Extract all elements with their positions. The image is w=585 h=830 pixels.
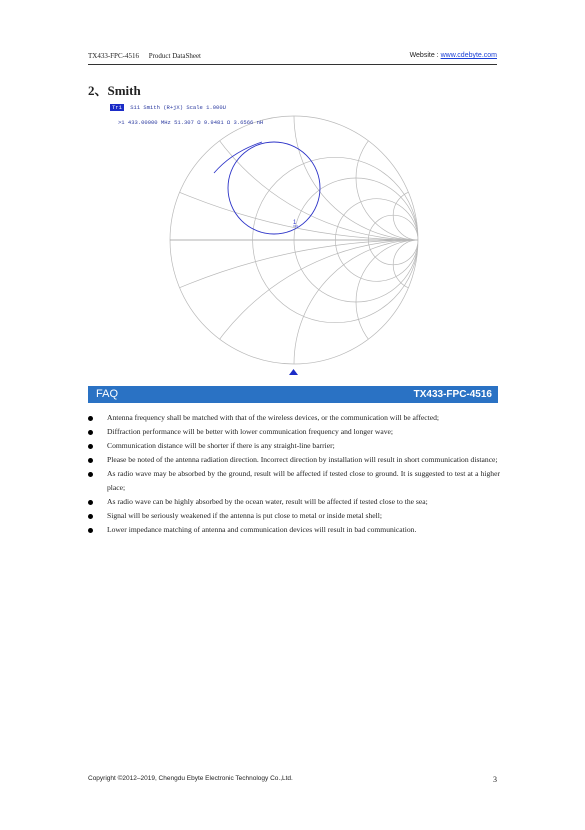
faq-item-text: Lower impedance matching of antenna and communication devices will result in bad communication. bbox=[107, 525, 417, 534]
marker-readout: >1 433.00000 MHz 51.307 Ω 9.9481 Ω 3.6566 nH bbox=[118, 119, 264, 126]
page-header bbox=[88, 52, 497, 64]
faq-item-text: As radio wave can be highly absorbed by the ocean water, result will be affected if tested close to the sea; bbox=[107, 497, 428, 506]
faq-item-text: Signal will be seriously weakened if the antenna is put close to metal or inside metal shell; bbox=[107, 511, 382, 520]
website-link[interactable]: www.cdebyte.com bbox=[440, 52, 497, 59]
faq-model: TX433-FPC-4516 bbox=[413, 389, 492, 400]
bullet-icon bbox=[88, 500, 93, 505]
faq-item-text: Please be noted of the antenna radiation direction. Incorrect direction by installation will result in short communication distance; bbox=[107, 455, 498, 464]
marker-triangle-icon bbox=[289, 369, 298, 375]
list-item bbox=[88, 411, 500, 425]
trace-description: S11 Smith (R+jX) Scale 1.000U bbox=[130, 104, 226, 111]
faq-list bbox=[88, 411, 500, 537]
trace-tag: Tr1 bbox=[112, 104, 122, 111]
faq-item-text: Antenna frequency shall be matched with that of the wireless devices, or the communication will be affected; bbox=[107, 413, 439, 422]
list-item bbox=[88, 453, 500, 467]
bullet-icon bbox=[88, 458, 93, 463]
bullet-icon bbox=[88, 444, 93, 449]
website-label: Website : bbox=[409, 52, 439, 59]
section-title: 2、Smith bbox=[88, 83, 141, 98]
bullet-icon bbox=[88, 416, 93, 421]
faq-banner bbox=[88, 386, 498, 403]
header-doc-type: Product DataSheet bbox=[148, 52, 201, 60]
header-right bbox=[410, 52, 497, 59]
copyright-text: Copyright ©2012–2019, Chengdu Ebyte Electronic Technology Co.,Ltd. bbox=[88, 775, 293, 782]
faq-item-text: Diffraction performance will be better with lower communication frequency and longer wave; bbox=[107, 427, 393, 436]
bullet-icon bbox=[88, 430, 93, 435]
smith-chart bbox=[110, 100, 510, 380]
page-number: 3 bbox=[493, 775, 497, 784]
page-footer bbox=[88, 775, 497, 782]
faq-title: FAQ bbox=[96, 388, 119, 400]
list-item bbox=[88, 439, 500, 453]
header-divider bbox=[88, 64, 497, 65]
header-left bbox=[88, 52, 201, 60]
smith-trace bbox=[214, 142, 320, 234]
bullet-icon bbox=[88, 514, 93, 519]
smith-grid bbox=[110, 100, 510, 380]
list-item bbox=[88, 495, 500, 509]
list-item bbox=[88, 467, 500, 495]
list-item bbox=[88, 509, 500, 523]
bullet-icon bbox=[88, 528, 93, 533]
header-doc-id: TX433-FPC-4516 bbox=[88, 52, 139, 60]
faq-item-text: As radio wave may be absorbed by the ground, result will be affected if tested close to ground. It is suggested to test at a higher place; bbox=[107, 469, 500, 492]
trace-legend bbox=[110, 104, 226, 111]
bullet-icon bbox=[88, 472, 93, 477]
list-item bbox=[88, 425, 500, 439]
marker-1-label: 1 bbox=[293, 220, 297, 226]
faq-item-text: Communication distance will be shorter if there is any straight-line barrier; bbox=[107, 441, 335, 450]
list-item bbox=[88, 523, 500, 537]
